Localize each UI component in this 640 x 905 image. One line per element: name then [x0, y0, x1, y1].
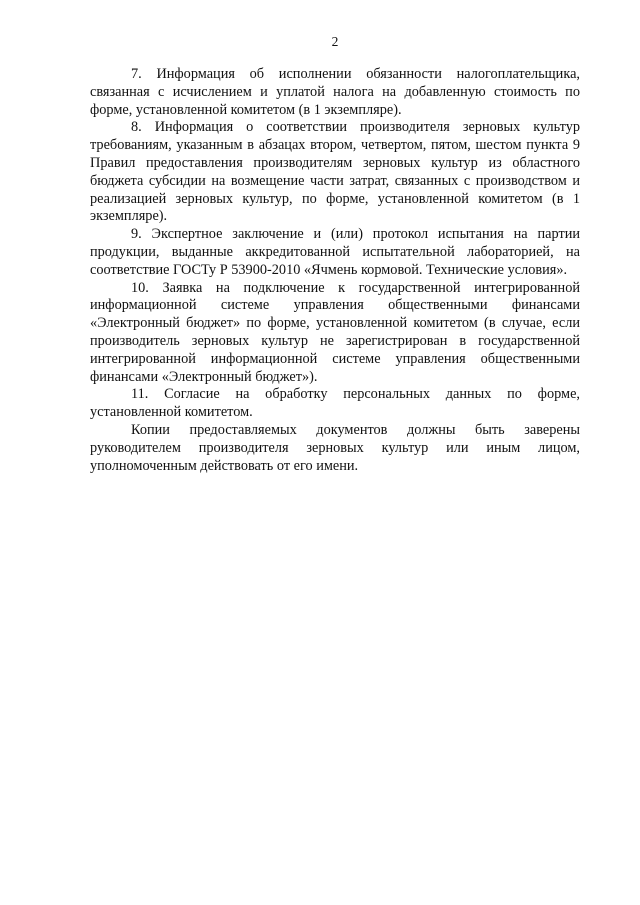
paragraph-item-7: 7. Информация об исполнении обязанности налогоплательщика, связанная с исчислением и уплатой налога на добавленную стоимость по форме, установленной комитетом (в 1 экземпляре).: [90, 66, 580, 118]
document-body: [90, 66, 580, 475]
paragraph-copies-note: Копии предоставляемых документов должны быть заверены руководителем производителя зерновых культур или иным лицом, уполномоченным действовать от его имени.: [90, 421, 580, 474]
paragraph-item-8: 8. Информация о соответствии производителя зерновых культур требованиям, указанным в абзацах втором, четвертом, пятом, шестом пункта 9 Правил предоставления производителям зерновых культур из областного бюджета субсидии на возмещение части затрат, связанных с производством и реализацией зерновых культур, по форме, установленной комитетом (в 1 экземпляре).: [90, 119, 580, 225]
paragraph-item-11: 11. Согласие на обработку персональных данных по форме, установленной комитетом.: [90, 386, 580, 421]
paragraph-item-9: 9. Экспертное заключение и (или) протокол испытания на партии продукции, выданные аккредитованной испытательной лабораторией, на соответствие ГОСТу Р 53900-2010 «Ячмень кормовой. Технические условия».: [90, 226, 580, 278]
paragraph-item-10: 10. Заявка на подключение к государственной интегрированной информационной системе управления общественными финансами «Электронный бюджет» по форме, установленной комитетом (в случае, если производитель зерновых культур не зарегистрирован в государственной интегрированной информационной системе управления общественными финансами «Электронный бюджет»).: [90, 279, 580, 385]
page-number: 2: [331, 34, 339, 49]
